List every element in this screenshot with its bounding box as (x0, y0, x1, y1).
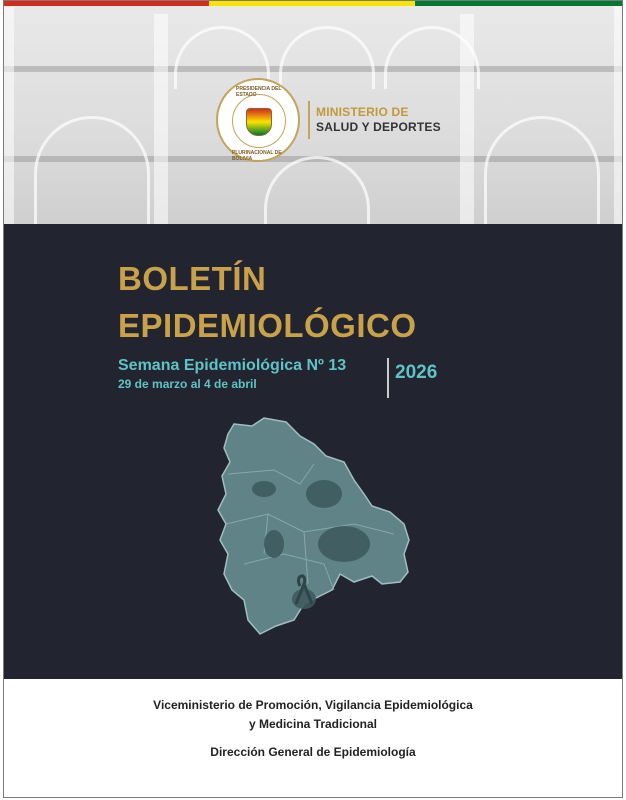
header-photo (4, 6, 622, 224)
ministry-name-line2: SALUD Y DEPORTES (316, 120, 441, 134)
year-divider (387, 358, 389, 398)
bolivia-map-illustration (204, 414, 434, 644)
ministry-divider (308, 101, 310, 139)
title-line2: EPIDEMIOLÓGICO (118, 307, 417, 344)
bolivia-seal-logo (216, 78, 300, 162)
cover-page (3, 0, 623, 798)
cover-panel (4, 224, 622, 679)
epidemiological-week: Semana Epidemiológica Nº 13 (118, 357, 347, 374)
coat-of-arms-icon (246, 108, 272, 136)
footer-direction: Dirección General de Epidemiología (210, 745, 416, 759)
seal-top-text: PRESIDENCIA DEL ESTADO (236, 86, 282, 98)
footer-viceministry-line1: Viceministerio de Promoción, Vigilancia Epidemiológica (153, 698, 473, 712)
week-dates: 29 de marzo al 4 de abril (118, 377, 257, 391)
ministry-name-line1: MINISTERIO DE (316, 105, 409, 119)
seal-bottom-text: PLURINACIONAL DE BOLIVIA (232, 150, 282, 162)
title-line1: BOLETÍN (118, 260, 267, 297)
footer-viceministry-line2: y Medicina Tradicional (248, 717, 378, 731)
year: 2026 (395, 362, 438, 383)
